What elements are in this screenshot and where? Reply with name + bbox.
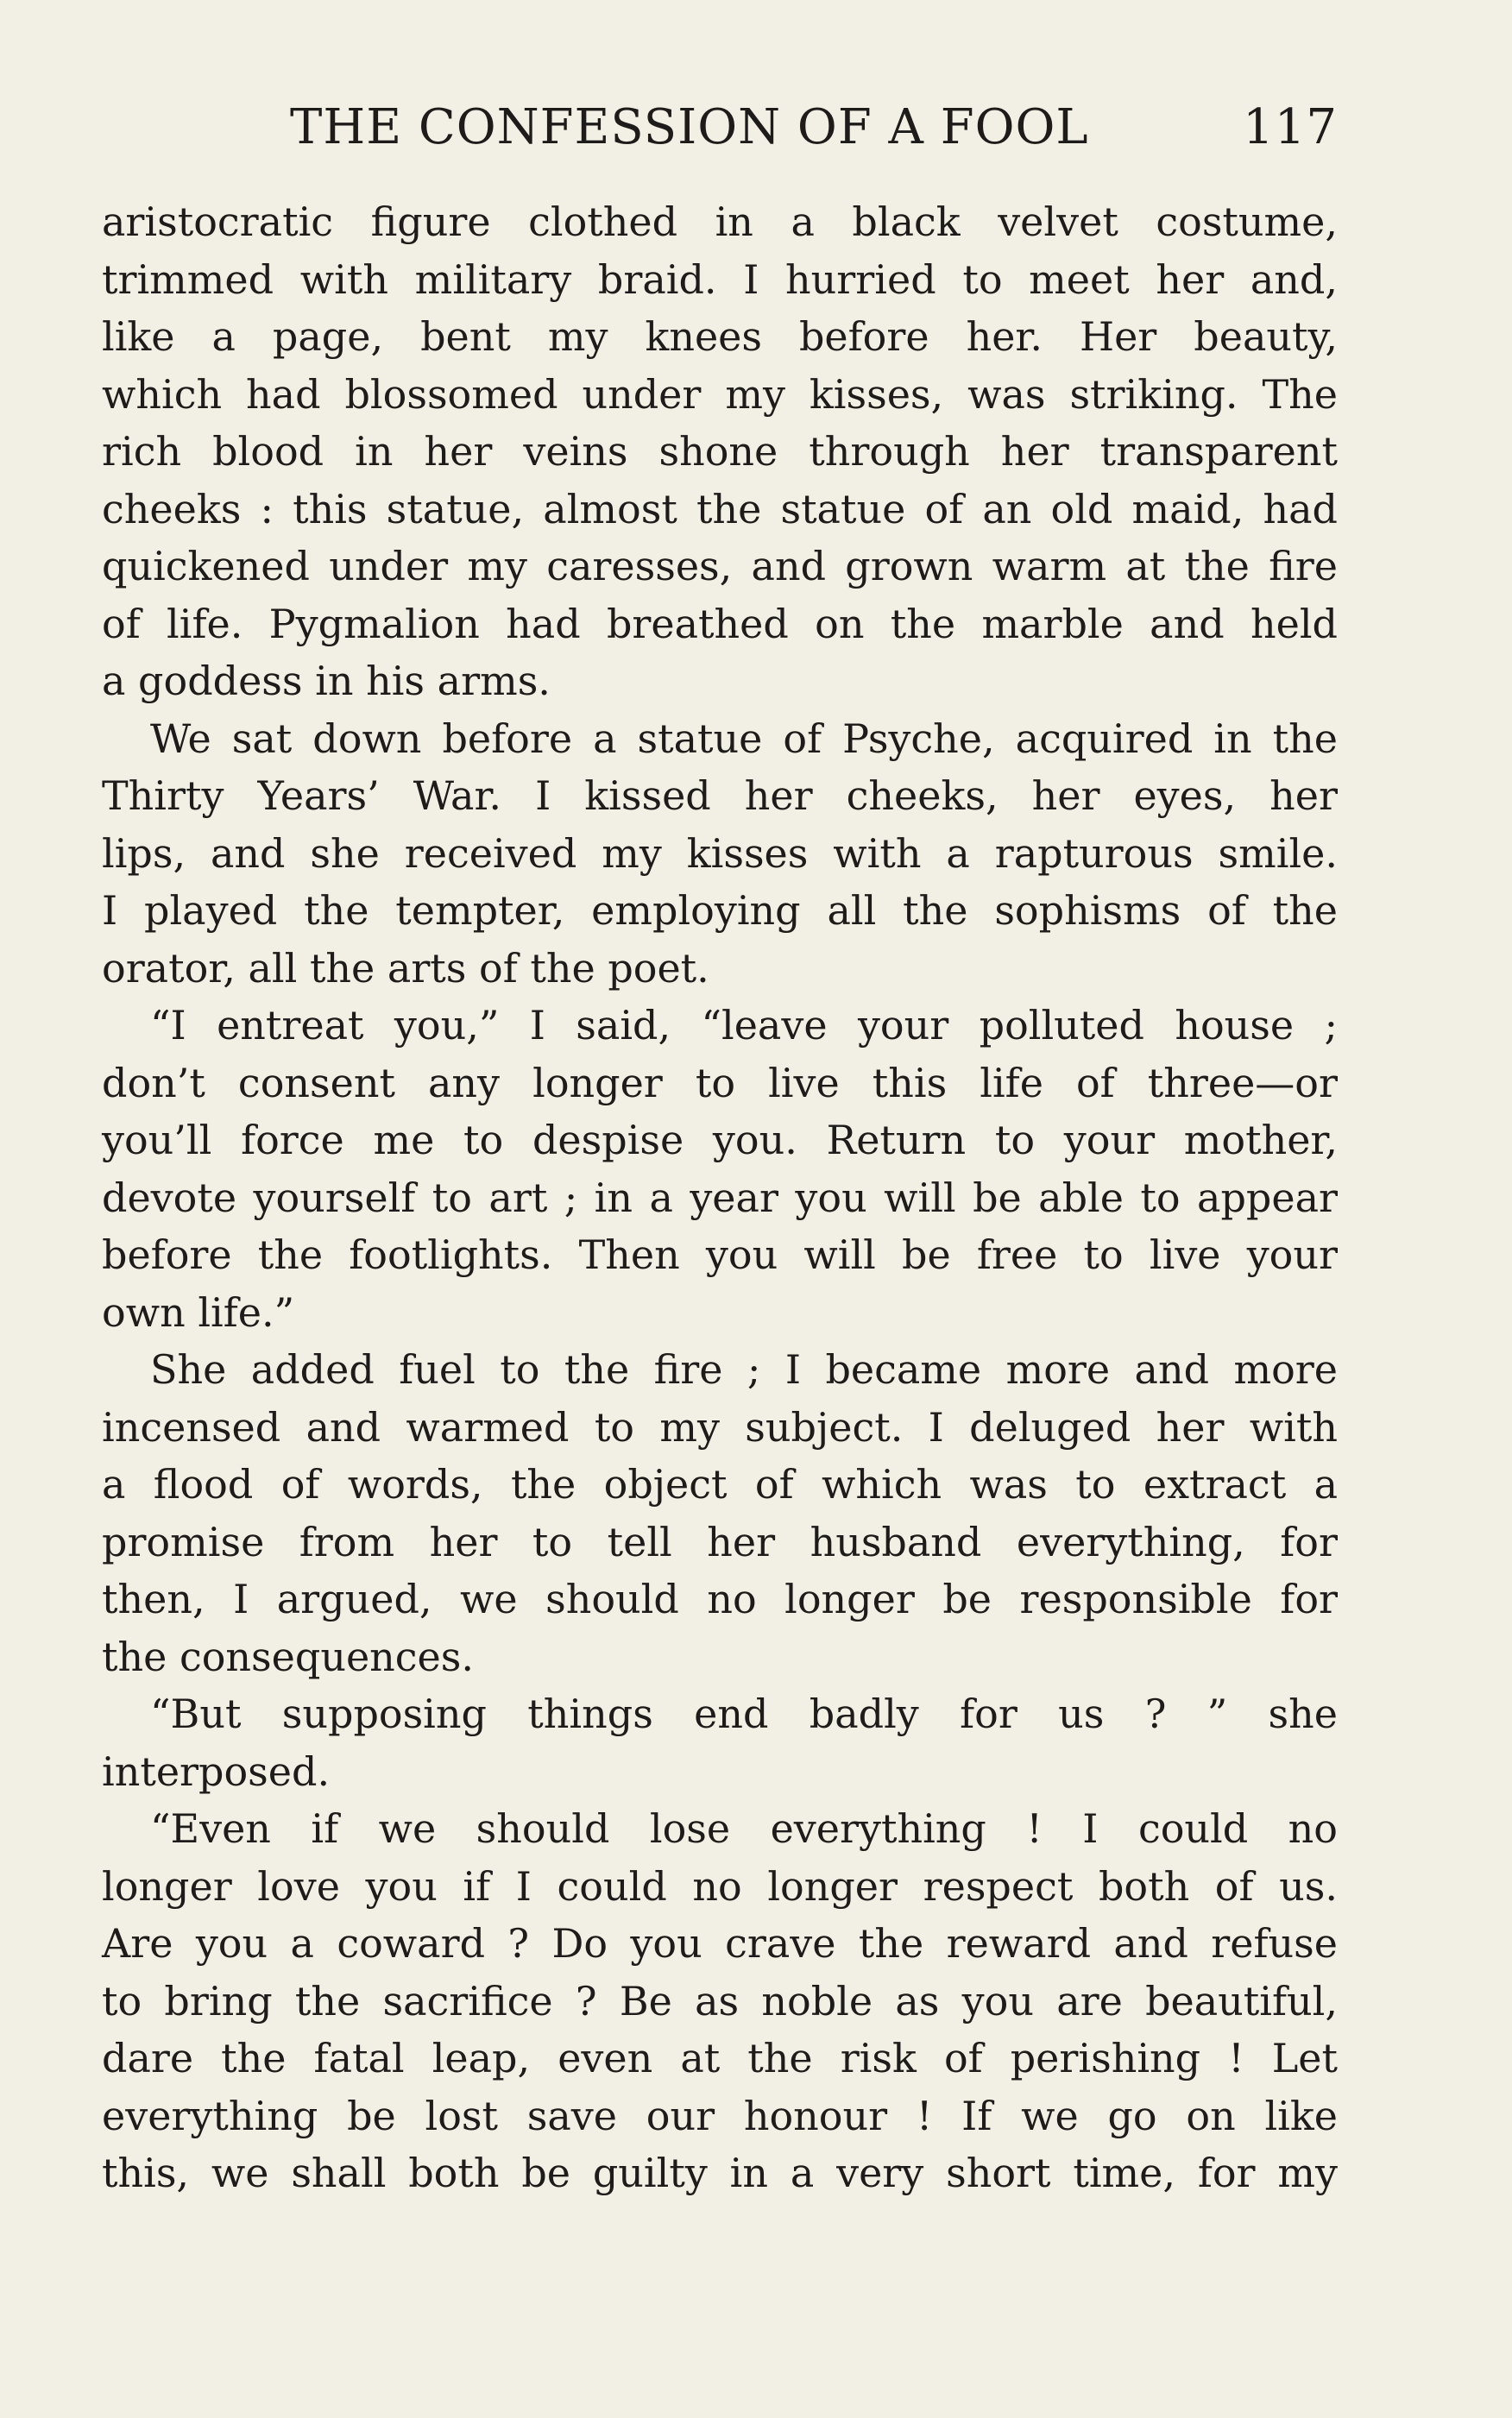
body-text (102, 193, 1338, 2202)
text-line: like a page, bent my knees before her. Her beauty, (102, 313, 1338, 360)
text-line: which had blossomed under my kisses, was striking. The (102, 370, 1338, 418)
text-line: “But supposing things end badly for us ? ” she (150, 1691, 1338, 1737)
page-number: 117 (1243, 99, 1338, 155)
text-line: Thirty Years’ War. I kissed her cheeks, her eyes, her (102, 772, 1338, 819)
running-title: THE CONFESSION OF A FOOL (290, 99, 1089, 155)
text-line: lips, and she received my kisses with a rapturous smile. (102, 829, 1338, 877)
text-line: aristocratic figure clothed in a black velvet costume, (102, 198, 1338, 245)
text-line: devote yourself to art ; in a year you will be able to appear (102, 1174, 1338, 1221)
text-line: We sat down before a statue of Psyche, acquired in the (150, 715, 1338, 762)
text-line: everything be lost save our honour ! If we go on like (102, 2092, 1338, 2139)
text-line: dare the fatal leap, even at the risk of perishing ! Let (102, 2035, 1338, 2081)
text-line: own life.” (102, 1288, 295, 1336)
text-line: “I entreat you,” I said, “leave your polluted house ; (150, 1002, 1338, 1048)
text-line: you’ll force me to despise you. Return to your mother, (102, 1117, 1338, 1163)
text-line: longer love you if I could no longer respect both of us. (102, 1862, 1338, 1910)
text-line: rich blood in her veins shone through her transparent (102, 428, 1338, 475)
text-line: a goddess in his arms. (102, 658, 551, 704)
page-header (102, 93, 1338, 162)
text-line: to bring the sacrifice ? Be as noble as you are beautiful, (102, 1977, 1338, 2024)
text-line: interposed. (102, 1747, 331, 1795)
text-line: trimmed with military braid. I hurried to meet her and, (102, 255, 1338, 303)
text-line: “Even if we should lose everything ! I could no (150, 1805, 1338, 1852)
text-line: orator, all the arts of the poet. (102, 944, 709, 992)
text-line: quickened under my caresses, and grown warm at the fire (102, 543, 1338, 589)
text-line: don’t consent any longer to live this life of three—or (102, 1059, 1338, 1106)
text-line: promise from her to tell her husband everything, for (102, 1518, 1338, 1565)
text-line: Are you a coward ? Do you crave the reward and refuse (102, 1920, 1338, 1967)
text-line: She added fuel to the fire ; I became more and more (150, 1346, 1338, 1393)
text-line: a flood of words, the object of which was to extract a (102, 1461, 1338, 1508)
text-line: incensed and warmed to my subject. I deluged her with (102, 1403, 1338, 1451)
text-line: then, I argued, we should no longer be responsible for (102, 1576, 1338, 1622)
text-line: of life. Pygmalion had breathed on the marble and held (102, 600, 1338, 647)
text-line: I played the tempter, employing all the sophisms of the (102, 887, 1338, 934)
text-line: the consequences. (102, 1633, 475, 1680)
text-line: cheeks : this statue, almost the statue of an old maid, had (102, 485, 1338, 532)
text-line: before the footlights. Then you will be free to live your (102, 1231, 1338, 1278)
text-line: this, we shall both be guilty in a very short time, for my (102, 2150, 1338, 2196)
